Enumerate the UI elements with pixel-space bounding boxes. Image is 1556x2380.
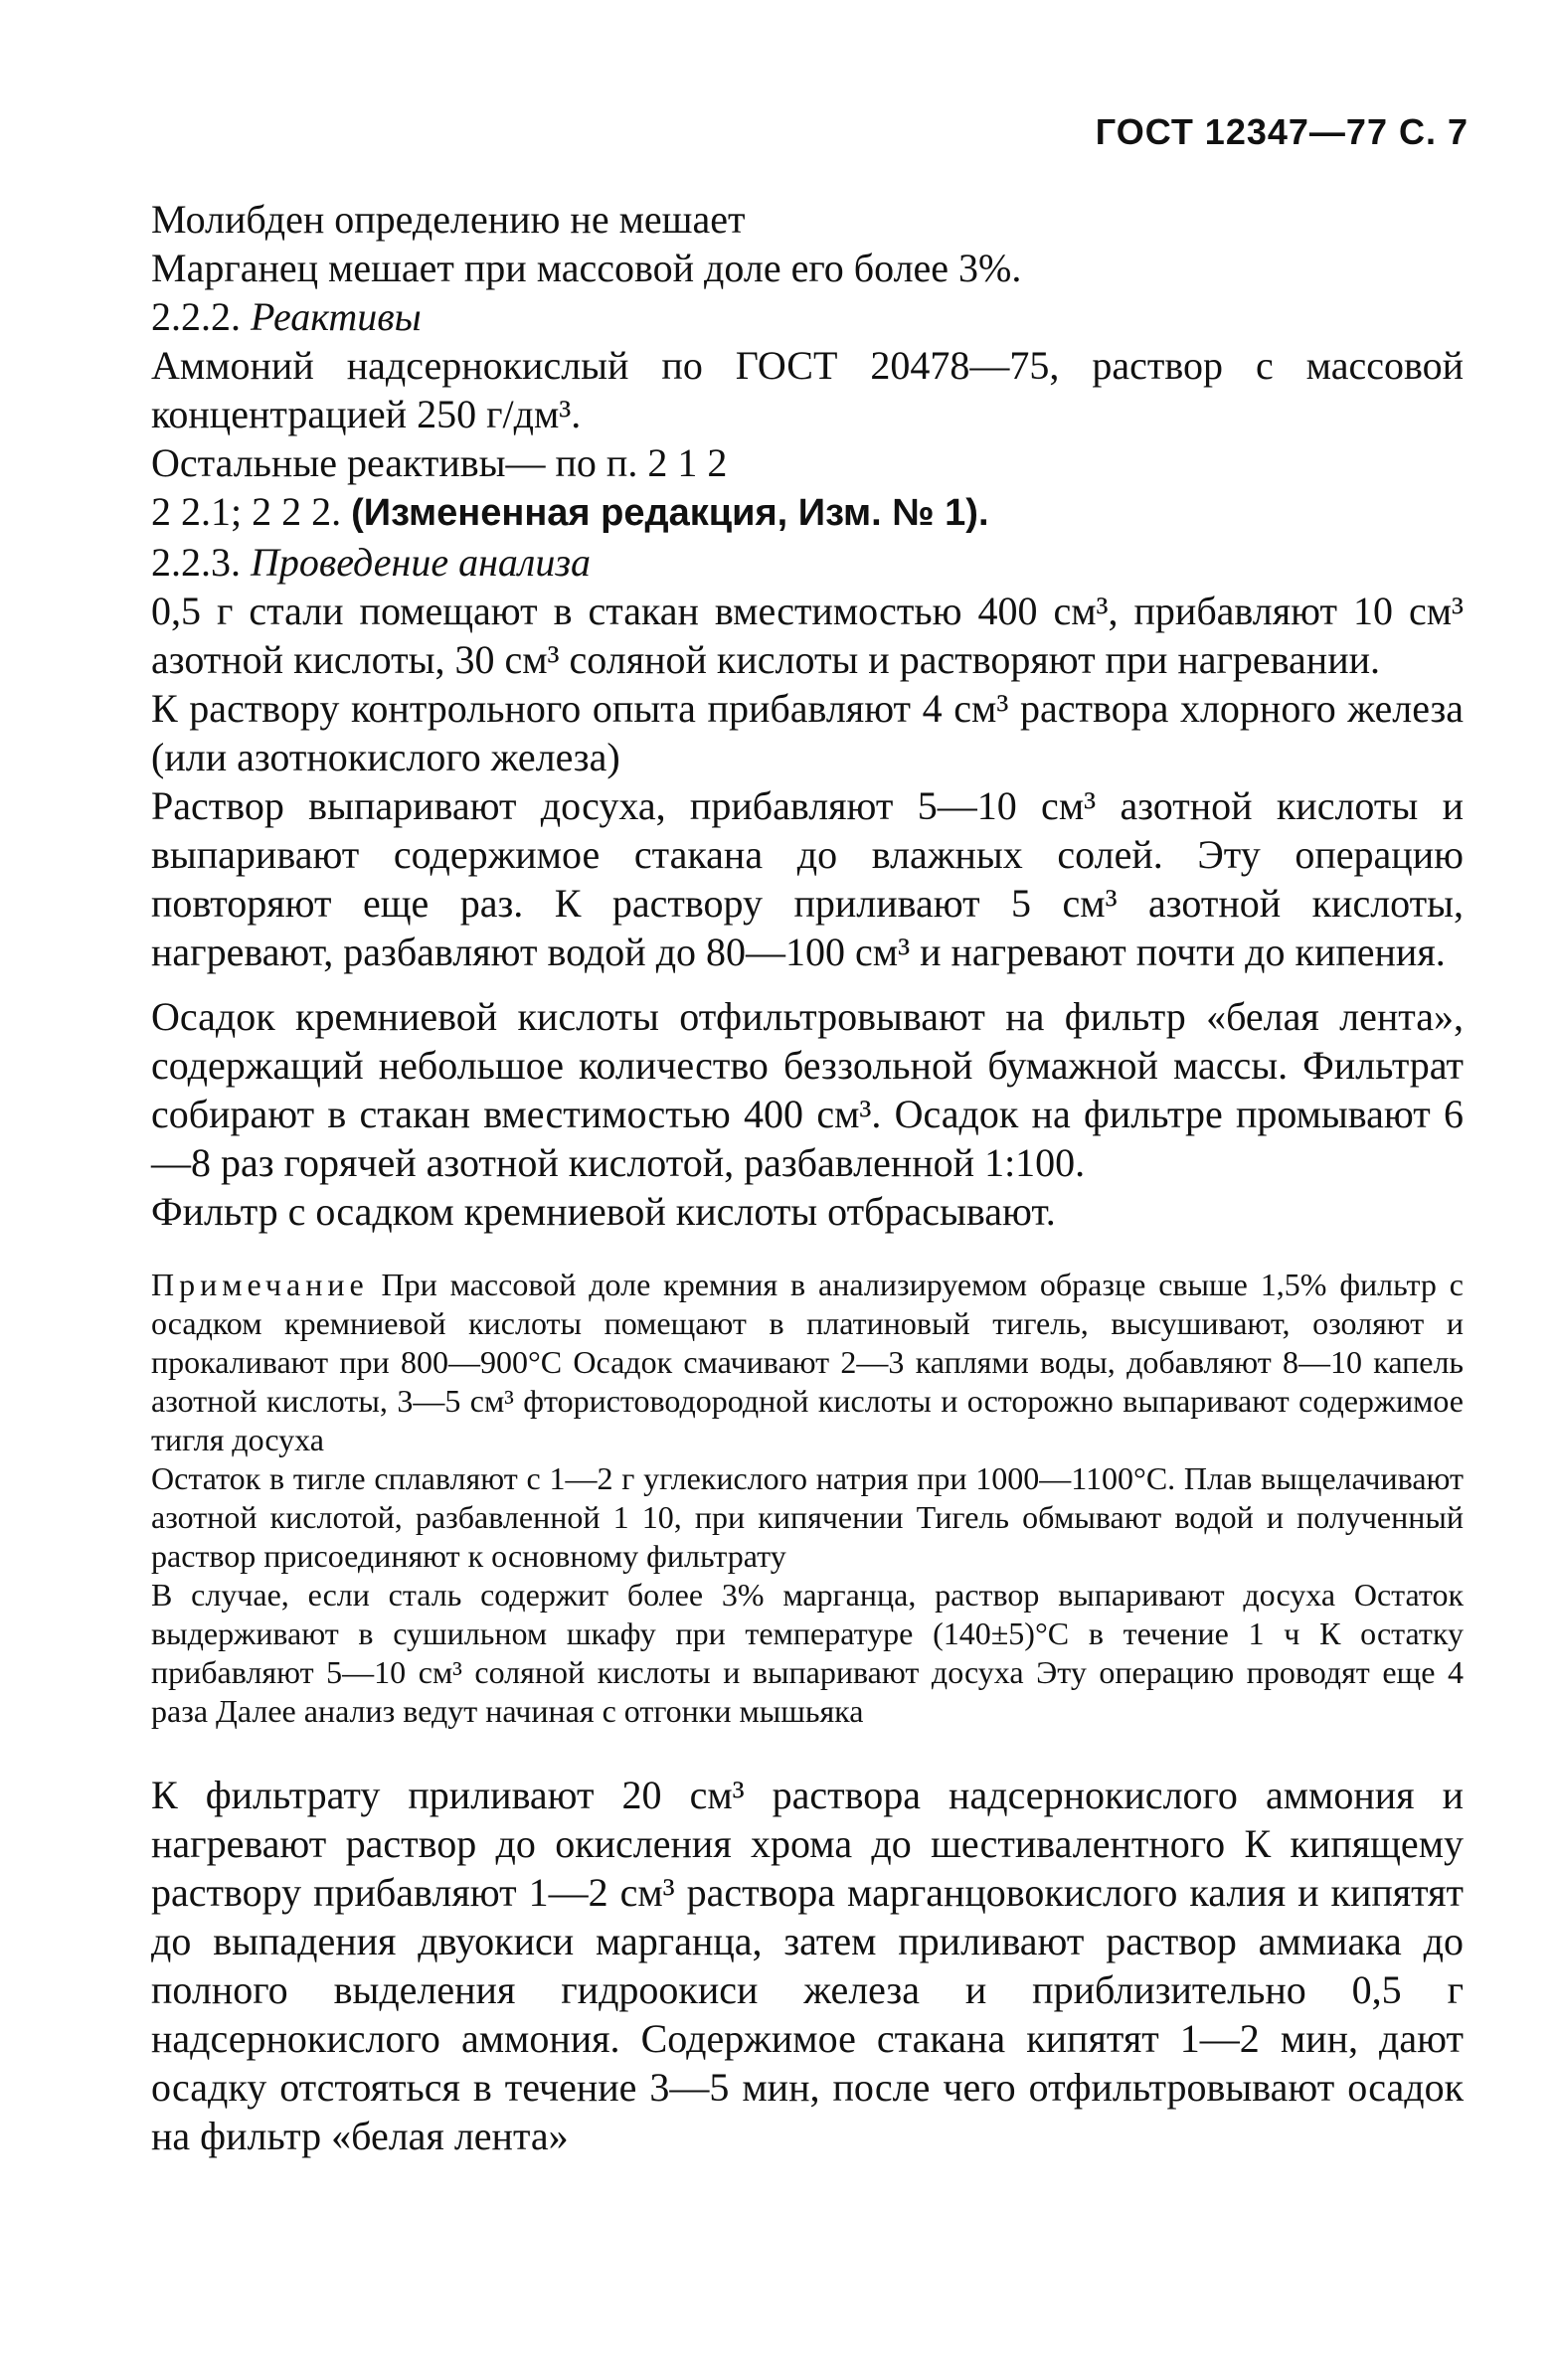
spacer	[151, 976, 1464, 992]
paragraph-molybdenum: Молибден определению не мешает	[151, 197, 746, 242]
section-2-2-3	[151, 538, 1464, 587]
paragraph-evaporate: Раствор выпаривают досуха, прибавляют 5—10 см³ азотной кислоты и выпаривают содержимое стакана до влажных солей. Эту операцию повторяют еще раз. К раствору приливают 5 см³ азотной кислоты, нагревают, разбавляют водой до 80—100 см³ и нагревают почти до кипения.	[151, 783, 1464, 974]
running-header: ГОСТ 12347—77 С. 7	[1095, 111, 1469, 152]
paragraph-control: К раствору контрольного опыта прибавляют 4 см³ раствора хлорного железа (или азотнокислого железа)	[151, 686, 1464, 779]
note-block	[151, 1266, 1464, 1731]
paragraph-filtrate: К фильтрату приливают 20 см³ раствора надсернокислого аммония и нагревают раствор до окисления хрома до шестивалентного К кипящему раствору прибавляют 1—2 см³ раствора марганцовокислого калия и кипятят до выпадения двуокиси марганца, затем приливают раствор аммиака до полного выделения гидроокиси железа и приблизительно 0,5 г надсернокислого аммония. Содержимое стакана кипятят 1—2 мин, дают осадку отстояться в течение 3—5 мин, после чего отфильтровывают осадок на фильтр «белая лента»	[151, 1773, 1464, 2158]
section-number: 2.2.2.	[151, 294, 241, 339]
spacer	[151, 1731, 1464, 1771]
section-2-2-2	[151, 292, 1464, 341]
section-number: 2.2.3.	[151, 540, 241, 585]
paragraph-silicic-precipitate: Осадок кремниевой кислоты отфильтровывают на фильтр «белая лента», содержащий небольшое количество беззольной бумажной массы. Фильтрат собирают в стакан вместимостью 400 см³. Осадок на фильтре промывают 6—8 раз горячей азотной кислотой, разбавленной 1:100.	[151, 994, 1464, 1185]
paragraph-ammonium: Аммоний надсернокислый по ГОСТ 20478—75, раствор с массовой концентрацией 250 г/дм³.	[151, 343, 1464, 436]
note-paragraph-1	[151, 1266, 1464, 1459]
note-paragraph-3: В случае, если сталь содержит более 3% марганца, раствор выпаривают досуха Остаток выдерживают в сушильном шкафу при температуре (140±5)°С в течение 1 ч К остатку прибавляют 5—10 см³ соляной кислоты и выпаривают досуха Эту операцию проводят еще 4 раза Далее анализ ведут начиная с отгонки мышьяка	[151, 1577, 1464, 1729]
paragraph-sample: 0,5 г стали помещают в стакан вместимостью 400 см³, прибавляют 10 см³ азотной кислоты, 30 см³ соляной кислоты и растворяют при нагревании.	[151, 589, 1464, 682]
amendment-note: (Измененная редакция, Изм. № 1).	[351, 492, 989, 534]
note-paragraph-2: Остаток в тигле сплавляют с 1—2 г углекислого натрия при 1000—1100°С. Плав выщелачивают азотной кислотой, разбавленной 1 10, при кипячении Тигель обмывают водой и полученный раствор присоединяют к основному фильтрату	[151, 1460, 1464, 1574]
paragraph-manganese: Марганец мешает при массовой доле его более 3%.	[151, 246, 1022, 290]
paragraph-other-reagents: Остальные реактивы— по п. 2 1 2	[151, 440, 728, 485]
section-title: Проведение анализа	[251, 540, 591, 585]
document-body	[151, 195, 1464, 2160]
section-title: Реактивы	[251, 294, 422, 339]
note-label: Примечание	[151, 1267, 369, 1302]
paragraph-amendment	[151, 487, 1464, 538]
amendment-numbers: 2 2.1; 2 2 2.	[151, 489, 342, 534]
note-text-1: При массовой доле кремния в анализируемом образце свыше 1,5% фильтр с осадком кремниевой кислоты помещают в платиновый тигель, высушивают, озоляют и прокаливают при 800—900°С Осадок смачивают 2—3 каплями воды, добавляют 8—10 капель азотной кислоты, 3—5 см³ фтористоводородной кислоты и осторожно выпаривают содержимое тигля досуха	[151, 1267, 1465, 1457]
paragraph-discard-filter: Фильтр с осадком кремниевой кислоты отбрасывают.	[151, 1189, 1056, 1234]
